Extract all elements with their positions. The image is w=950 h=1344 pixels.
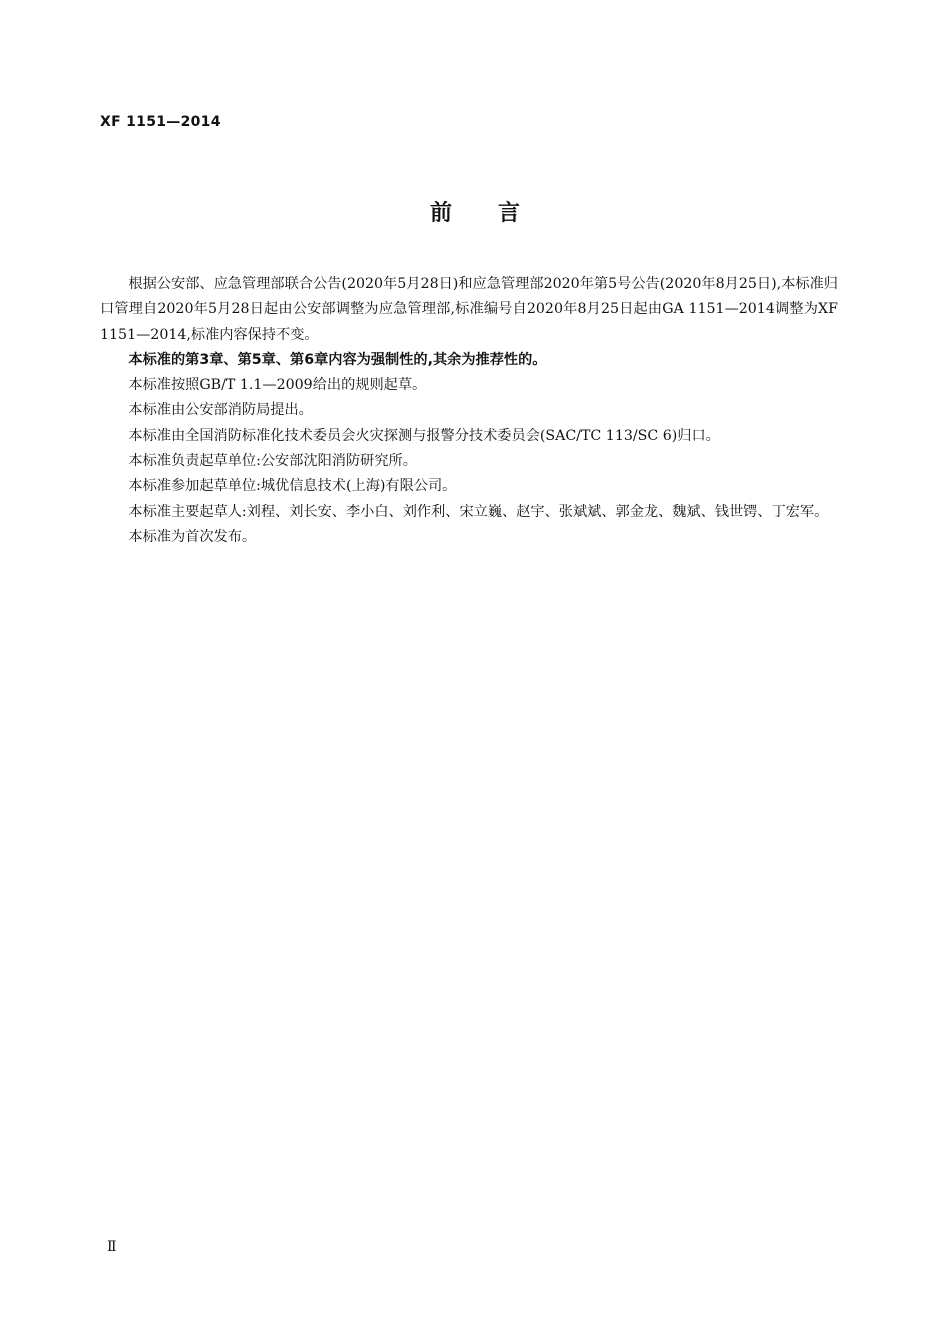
paragraph-main-drafters: 本标准主要起草人:刘程、刘长安、李小白、刘作利、宋立巍、赵宇、张斌斌、郭金龙、魏斌、钱世锷、丁宏军。 — [128, 503, 829, 520]
paragraph-first-release: 本标准为首次发布。 — [128, 528, 257, 545]
paragraph-committee: 本标准由全国消防标准化技术委员会火灾探测与报警分技术委员会(SAC/TC 113/SC 6)归口。 — [128, 427, 720, 444]
paragraph-mandatory-clauses: 本标准的第3章、第5章、第6章内容为强制性的,其余为推荐性的。 — [128, 351, 547, 368]
paragraph-proposer: 本标准由公安部消防局提出。 — [128, 402, 313, 419]
page-number: Ⅱ — [107, 1239, 117, 1255]
paragraph-lead-drafter: 本标准负责起草单位:公安部沈阳消防研究所。 — [128, 453, 417, 470]
page-title: 前言 — [429, 201, 566, 226]
foreword-body — [100, 272, 838, 550]
paragraph-participating-drafter: 本标准参加起草单位:城优信息技术(上海)有限公司。 — [128, 478, 457, 495]
paragraph-announcement: 根据公安部、应急管理部联合公告(2020年5月28日)和应急管理部2020年第5号公告(2020年8月25日),本标准归口管理自2020年5月28日起由公安部调整为应急管理部,标准编号自2020年8月25日起由GA 1151—2014调整为XF 1151—2014,标准内容保持不变。 — [100, 276, 838, 343]
paragraph-drafting-rules: 本标准按照GB/T 1.1—2009给出的规则起草。 — [128, 377, 427, 394]
standard-code: XF 1151—2014 — [100, 114, 221, 130]
